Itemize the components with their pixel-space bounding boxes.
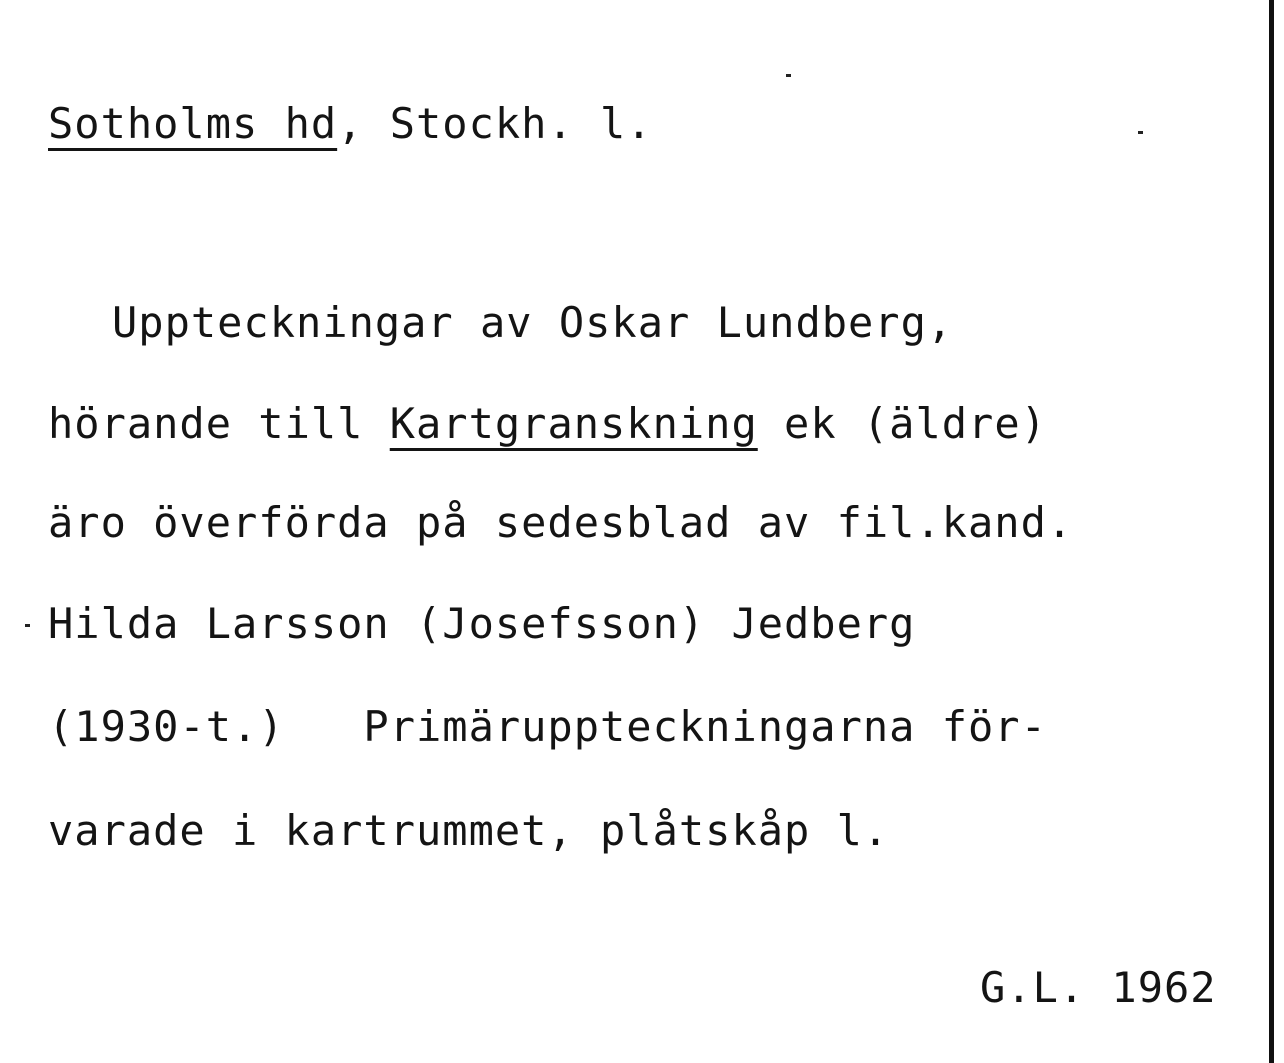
body-line-5: (1930-t.) Primäruppteckningarna för-	[48, 702, 1047, 751]
body-line-2	[48, 399, 1047, 448]
archive-name: Kartgranskning	[389, 399, 758, 448]
card-right-edge	[1269, 0, 1274, 1063]
county-name: Stockh. l.	[389, 99, 653, 148]
body-line-1: Uppteckningar av Oskar Lundberg,	[112, 298, 954, 347]
card-header	[48, 99, 653, 148]
line2-prefix: hörande till	[48, 399, 390, 448]
line2-suffix: ek (äldre)	[757, 399, 1047, 448]
ink-speck	[786, 74, 791, 77]
body-line-6: varade i kartrummet, plåtskåp l.	[48, 806, 890, 855]
ink-speck	[1138, 131, 1143, 134]
district-name: Sotholms hd	[48, 99, 338, 148]
body-line-3: äro överförda på sedesblad av fil.kand.	[48, 498, 1074, 547]
ink-speck	[25, 624, 30, 627]
signature: G.L. 1962	[980, 963, 1217, 1012]
body-line-4: Hilda Larsson (Josefsson) Jedberg	[48, 599, 916, 648]
header-separator: ,	[337, 99, 390, 148]
